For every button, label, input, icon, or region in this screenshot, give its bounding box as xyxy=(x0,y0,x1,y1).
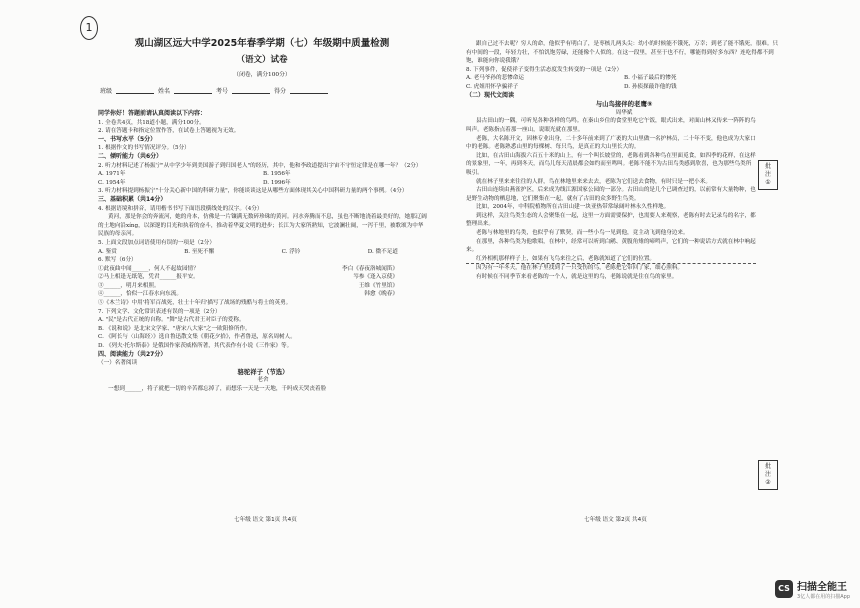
rule-2: 2. 请在答题卡和指定位置作答，在试卷上答题视为无效。 xyxy=(98,128,240,135)
q5-option-b: B. 至死不懈 xyxy=(184,248,215,255)
info-name-blank xyxy=(174,88,212,94)
question-7: 7. 下列文学、文化常识表述有误的一项是（2分） xyxy=(98,308,221,315)
essay-para-5: 古田山连续由燕雀护区，后来成为线江源国家公园的一部分。古田山的是几个已调查过的，以前常有大量物种，也是野生动物的栖息地，它们聚集在一起，就有了古田的众多野生鸟类。 xyxy=(466,187,756,202)
info-name-label: 姓名 xyxy=(158,88,171,95)
essay-para-8: 老陈与林地里的鸟类，也似乎有了默契，而一些小鸟一见到他，竟主动飞到他身边来。 xyxy=(476,230,689,237)
question-8-options xyxy=(466,74,782,91)
q6-source-3: 王维《竹里馆》 xyxy=(358,282,398,289)
essay-body xyxy=(466,117,782,281)
essay-para-12: 有时候在不同季节来看老陈的一个人，就是这里的鸟，老陈说就是住在鸟的家里。 xyxy=(476,274,678,281)
annotation-box-2 xyxy=(758,460,778,490)
essay-para-6: 比如，2004年，中科院植物所在古田山建一块亚热带常绿阔叶林永久性样地。 xyxy=(476,204,670,211)
info-id-blank xyxy=(232,88,270,94)
right-footer: 七年级 语文 第2页 共4页 xyxy=(584,517,647,523)
q8-option-a: A. 老马爷孙的悲惨命运 xyxy=(466,75,524,82)
greeting: 同学你好！答题前请认真阅读以下内容： xyxy=(98,110,207,117)
question-2-options xyxy=(98,170,428,187)
q6-line-4: ④______，恰似一江春水向东流。 xyxy=(98,291,182,298)
q6-line-5: ⑤《木兰诗》中用'将军百战死，壮士十年归'描写了战场的残酷与将士的英勇。 xyxy=(98,300,292,307)
q7-option-a: A. "民"是古代正统的自称。"舞"是古代君王对臣子的爱称。 xyxy=(98,317,245,324)
q6-source-2: 岑参《逢入京使》 xyxy=(353,274,398,281)
info-score-label: 得分 xyxy=(274,88,287,95)
question-4-passage: 黄河，那是你会的奔流河，她的舟本，仿佛是一片镶满无数碎珍珠的黄河。河水奔腾而不息，虽也不断地浇着最美好的，她那辽阔的土地向沿xíng，以深邃的目光和执着的奋斗，推动着华夏文明的进步；长江为大家所熟知，它波澜壮阔，一泻千里，被歌颂为中华民族的母亲河。 xyxy=(98,214,427,238)
exam-meta: （闭卷，满分100分） xyxy=(233,72,291,78)
annotation-2-char-3: ② xyxy=(765,479,771,486)
essay-para-10: 红外相机那样样子上，如果有飞鸟来往之后，老陈就知道了它们的位置。 xyxy=(466,255,756,265)
annotation-2-char-2: 注 xyxy=(764,471,771,478)
q2-option-d: D. 1996年 xyxy=(263,179,291,186)
essay-para-7: 到这样，关注鸟类生态的人会聚集在一起，这里一方面需要保护，也需要人来观察，老陈有时去记录鸟的名字，都整理出来。 xyxy=(466,212,756,228)
novel-excerpt-text: 一想到______，将子就把一切的辛苦都忘掉了，而想乐一天是一天地，千吗成天哭丧着脸 xyxy=(108,386,327,392)
q5-option-a: A. 鉴赏 xyxy=(98,248,117,255)
novel-excerpt-author: 老舍 xyxy=(257,377,269,384)
rule-1: 1. 全卷共4页，共18道小题，满分100分。 xyxy=(98,119,205,126)
novel-continued: 跟自己过不去呢？穷人的命，他似乎有明白了，是枣核儿两头尖：幼小的时候能不饿死，万幸；到老了能不饿死，很难。只有中间的一段，年轻力壮，不怕饥饱劳碌，还能像个人似的。在这一段里，甚至于也不行，哪能得到好多东西？连吃得都不到饱，谁能向你说我饿？ xyxy=(466,41,779,65)
exam-subject: （语文）试卷 xyxy=(236,55,288,65)
q8-option-d: D. 孙侦探敲诈他的钱 xyxy=(624,83,677,90)
sub-section-2: （二）现代文阅读 xyxy=(466,91,515,99)
section-2-heading: 二、倾听能力（共6分） xyxy=(98,152,163,160)
essay-para-4: 就在林子里来来往往的人群，鸟在林地里来来去去，老陈为它们送去食物，有时只是一把小米。 xyxy=(476,178,711,185)
student-info-row xyxy=(100,88,430,97)
novel-excerpt-title: 骆驼祥子（节选） xyxy=(237,367,289,376)
q7-option-b: B. 《说和说》是北宋文学家、"唐宋八大家"之一欧阳修所作。 xyxy=(98,325,251,332)
instructions xyxy=(98,110,428,394)
question-2: 2. 听力材料记述了杨振宁"从中学少年到美国游子到归国老人"的经历，其中，他和李政道提出宇宙不守恒定律是在哪一年？（2分） xyxy=(98,162,422,169)
q6-line-1: ①此夜曲中闻______，何人不起故园情？ xyxy=(98,265,199,272)
q8-option-b: B. 小福子最后的惨死 xyxy=(624,75,677,82)
q6-source-1: 李白《春夜洛城闻笛》 xyxy=(342,265,398,272)
info-score-blank xyxy=(290,88,328,94)
watermark-text xyxy=(797,578,850,600)
scanner-logo-icon: CS xyxy=(775,580,793,598)
question-1: 1. 根据作文的书写情况评分。（5分） xyxy=(98,145,190,152)
info-id-label: 考号 xyxy=(216,88,229,95)
q5-option-d: D. 微不足道 xyxy=(367,248,398,255)
question-5: 5. 上面文段加点词语使用有误的一项是（2分） xyxy=(98,239,215,246)
q2-option-c: C. 1954年 xyxy=(98,179,126,186)
question-6: 6. 默写（6分） xyxy=(98,257,137,264)
watermark-sub: 3亿人都在用的扫描App xyxy=(797,594,850,600)
scanner-watermark xyxy=(775,578,850,600)
page-mark: 1 xyxy=(80,16,98,40)
info-class-label: 班级 xyxy=(100,88,113,95)
annotation-1-char-1: 批 xyxy=(764,163,771,170)
section-4-heading: 四、阅读能力（共27分） xyxy=(98,350,167,358)
right-content xyxy=(466,40,782,282)
q7-option-c: C. 《阿长与〈山海经〉》选自鲁迅散文集《朝花夕拾》，作者鲁迅，原名周树人。 xyxy=(98,334,296,341)
section-4-sub: （一）名著阅读 xyxy=(98,360,138,367)
question-3: 3. 听力材料提到杨振宁"十分关心新中国的科研力量"，你能谈谈这是从哪些方面体现其关心中国科研力量的两个事例。（4分） xyxy=(98,188,408,195)
annotation-1-char-2: 注 xyxy=(764,171,771,178)
annotation-box-1 xyxy=(758,160,778,190)
q5-option-c: C. 浮钤 xyxy=(281,248,301,255)
section-1-heading: 一、书写水平（5分） xyxy=(98,135,157,143)
q2-option-b: B. 1956年 xyxy=(263,171,291,178)
essay-para-2: 老陈，大名陈开文，因林专业出身，二十多年前来到了广袤的大山里做一名护林员，二十年不变，他也成为大家口中的老陈。老陈熟悉山里的每棵树、每只鸟，是真正的大山里长大的。 xyxy=(466,135,756,151)
essay-para-1: 县古田山的一隅，可听见各种各样的鸟鸣。在秦山乡住的食堂里吃它午饭，眼式出来，对面山林又传来一阵阵的鸟叫声。老陈指点着那一座山，说眼光就在那里。 xyxy=(466,118,756,133)
q6-line-2: ②马上相逢无纸笔，凭君______报平安。 xyxy=(98,274,199,281)
essay-para-9: 在那里，各种鸟类为他歌唱，在林中，经常可以听到白鹇、黄腹角雉的啼鸣声，它们的一种说话方式就在林中响起来。 xyxy=(466,238,756,254)
question-5-options xyxy=(98,248,428,257)
info-class-blank xyxy=(116,88,154,94)
essay-title: 与山鸟接伴的老鹰⑨ xyxy=(595,100,653,109)
q2-option-a: A. 1971年 xyxy=(98,171,126,178)
question-4: 4. 根据语境和拼音，请用楷书书写下面语段横线处的汉字。（4分） xyxy=(98,205,263,212)
essay-para-3: 比如，在古田山海拔六百五十米的山上，有一个叫长坡堂的，老陈看到各种鸟在里面觅食，如四季的花样，在这样的景象里，一年，再到冬天，而鸟儿每天清晨都会如约而至鸣叫。老陈不能不为古田鸟类感到欣喜，也为那些鸟类所吸引。 xyxy=(466,152,756,176)
exam-title: 观山湖区远大中学2025年春季学期（七）年级期中质量检测 xyxy=(134,38,390,49)
section-3-heading: 三、基础积累（共14分） xyxy=(98,195,167,203)
annotation-1-char-3: ① xyxy=(765,179,771,186)
essay-para-11: 因为有一年冬天，他在林子里找到了一只受伤的鸟，老陈把它带回了家，细心照料。 xyxy=(476,265,683,272)
q6-source-4: 韩愈《晚春》 xyxy=(364,291,398,298)
q7-option-d: D. 《列夫·托尔斯泰》是俄国作家茨威格所著，其代表作有小说《三作家》等。 xyxy=(98,343,293,350)
watermark-brand: 扫描全能王 xyxy=(797,582,848,593)
annotation-2-char-1: 批 xyxy=(764,463,771,470)
question-6-lines xyxy=(98,265,428,299)
essay-author: 周华斌 xyxy=(615,109,633,116)
q8-option-c: C. 虎姐用怀孕骗祥子 xyxy=(466,83,519,90)
q6-line-3: ③______，明月来相照。 xyxy=(98,282,160,289)
left-footer: 七年级 语文 第1页 共4页 xyxy=(234,517,297,523)
question-8: 8. 下列事件，促使祥子变得生活态度发生转变的一项是（2分） xyxy=(466,66,623,73)
